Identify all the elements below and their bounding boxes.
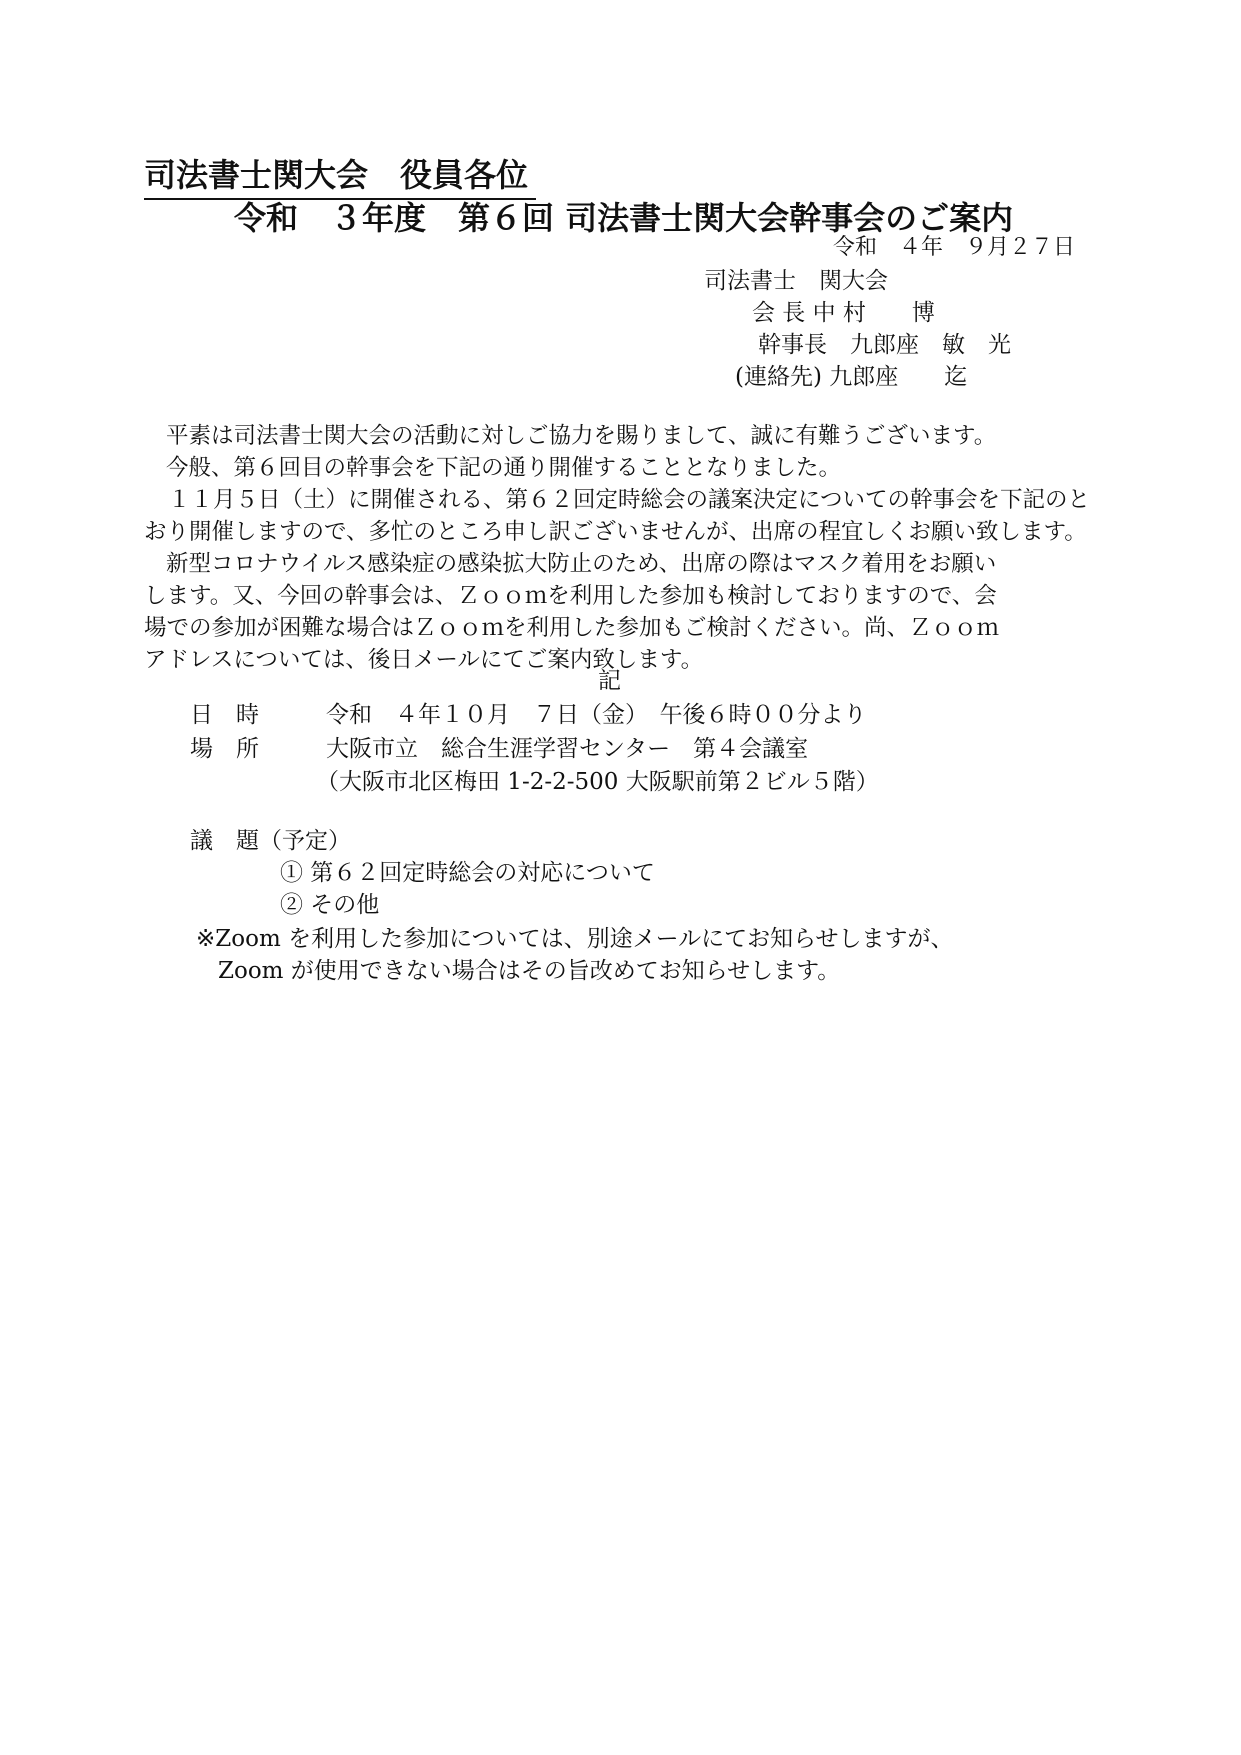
datetime-value: 令和 ４年１０月 ７日（金） 午後６時００分より [326, 702, 867, 728]
agenda-label: 議 題（予定） [190, 828, 351, 854]
zoom-note: ※Zoom を利用した参加については、別途メールにてお知らせしますが、 [196, 926, 954, 952]
sender-contact: (連絡先) 九郎座 迄 [735, 364, 968, 390]
body-line: アドレスについては、後日メールにてご案内致します。 [144, 647, 704, 673]
body-line: 平素は司法書士関大会の活動に対しご協力を賜りまして、誠に有難うございます。 [166, 423, 997, 449]
zoom-note: Zoom が使用できない場合はその旨改めてお知らせします。 [218, 958, 841, 984]
ki-heading: 記 [598, 668, 621, 694]
body-line: おり開催しますので、多忙のところ申し訳ございませんが、出席の程宜しくお願い致します。 [144, 519, 1087, 545]
sender-chair: 会 長 中 村 博 [752, 300, 935, 326]
sender-organization: 司法書士 関大会 [704, 268, 888, 294]
place-address: （大阪市北区梅田 1-2-2-500 大阪駅前第２ビル５階） [316, 769, 879, 795]
agenda-item: ② その他 [280, 892, 380, 918]
place-label: 場 所 [190, 736, 259, 762]
body-line: 場での参加が困難な場合はＺｏｏｍを利用した参加もご検討ください。尚、Ｚｏｏｍ [144, 615, 1000, 641]
issue-date: 令和 ４年 ９月２７日 [832, 235, 1075, 260]
place-value: 大阪市立 総合生涯学習センター 第４会議室 [326, 736, 809, 762]
sender-secretary: 幹事長 九郎座 敏 光 [758, 332, 1011, 358]
body-line: します。又、今回の幹事会は、Ｚｏｏｍを利用した参加も検討しておりますので、会 [144, 583, 997, 609]
body-line: 新型コロナウイルス感染症の感染拡大防止のため、出席の際はマスク着用をお願い [166, 551, 997, 577]
addressee-heading: 司法書士関大会 役員各位 [144, 150, 536, 200]
body-line: 今般、第６回目の幹事会を下記の通り開催することとなりました。 [166, 455, 842, 481]
agenda-item: ① 第６２回定時総会の対応について [280, 860, 655, 886]
body-line: １１月５日（土）に開催される、第６２回定時総会の議案決定についての幹事会を下記のと [168, 487, 1091, 513]
datetime-label: 日 時 [190, 702, 259, 728]
notice-title: 令和 ３年度 第６回 司法書士関大会幹事会のご案内 [234, 199, 1014, 237]
